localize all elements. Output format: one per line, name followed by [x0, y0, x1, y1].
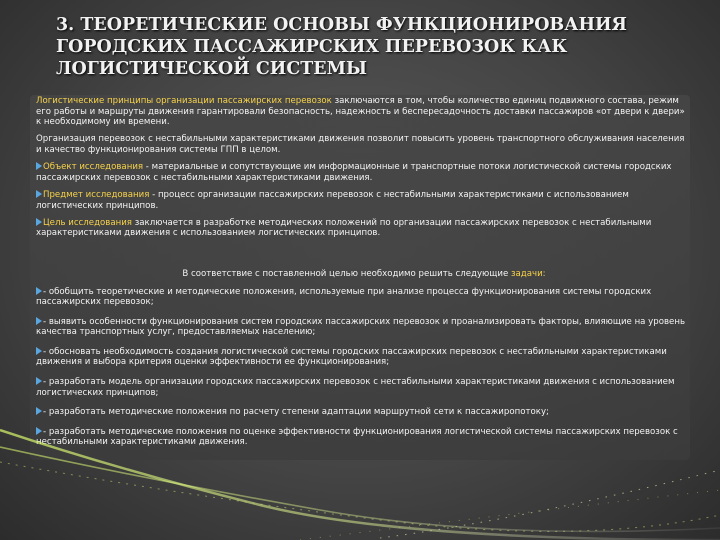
task-item [36, 287, 692, 308]
task-item [36, 377, 692, 398]
title-line-1: 3. ТЕОРЕТИЧЕСКИЕ ОСНОВЫ ФУНКЦИОНИРОВАНИЯ [56, 15, 627, 35]
subject-highlight: Предмет исследования [43, 189, 150, 200]
title-line-2: ГОРОДСКИХ ПАССАЖИРСКИХ ПЕРЕВОЗОК КАК [56, 37, 568, 57]
title-line-3: ЛОГИСТИЧЕСКОЙ СИСТЕМЫ [56, 59, 368, 79]
object-paragraph [36, 162, 692, 183]
bullet-arrow-icon [36, 317, 42, 325]
task-item [36, 317, 692, 338]
bullet-arrow-icon [36, 287, 42, 295]
tasks-intro-highlight: задачи: [510, 268, 546, 279]
organization-paragraph: Организация перевозок с нестабильными характеристиками движения позволит повысить уровень транспортного обслуживания населения и качество функционирования системы ГПП в целом. [36, 134, 685, 155]
goal-highlight: Цель исследования [43, 217, 132, 228]
subject-paragraph [36, 190, 692, 211]
bullet-arrow-icon [36, 407, 42, 415]
task-text: - разработать методические положения по расчету степени адаптации маршрутной сети к пассажиропотоку; [43, 407, 549, 418]
goal-paragraph [36, 218, 692, 239]
task-item [36, 347, 692, 368]
subject-text: - процесс организации пассажирских перевозок с нестабильными характеристиками с использованием логистических принципов. [36, 189, 629, 211]
goal-text: заключается в разработке методических положений по организации пассажирских перевозок с нестабильными характеристиками движения с использованием логистических принципов. [36, 217, 652, 239]
bullet-arrow-icon [36, 427, 42, 435]
object-highlight: Объект исследования [43, 162, 144, 173]
bullet-arrow-icon [36, 162, 42, 170]
object-text: - материальные и сопутствующие им информационные и транспортные потоки логистической системы городских пассажирских перевозок с нестабильными характеристиками движения. [36, 162, 672, 183]
intro-paragraph [36, 96, 692, 128]
task-item [36, 427, 692, 448]
bullet-arrow-icon [36, 377, 42, 385]
slide-body [36, 96, 692, 455]
task-text: - разработать методические положения по оценке эффективности функционирования логистической системы пассажирских перевозок с нестабильными характеристиками движения. [36, 426, 678, 448]
bullet-arrow-icon [36, 218, 42, 226]
task-text: - обосновать необходимость создания логистической системы городских пассажирских перевозок с нестабильными характеристиками движения и выбора критерия оценки эффективности ее функционирования; [36, 346, 667, 368]
bullet-arrow-icon [36, 347, 42, 355]
intro-text: заключаются в том, чтобы количество единиц подвижного состава, режим его работы и маршруты движения гарантировали безопасность, надежность и беспересадочность доставки пассажиров «от двери к двери» к необходимому им времени. [36, 96, 685, 128]
task-item [36, 407, 692, 418]
task-text: - выявить особенности функционирования систем городских пассажирских перевозок и проанализировать факторы, влияющие на уровень качества транспортных услуг, предоставляемых населению; [36, 316, 686, 338]
task-text: - разработать модель организации городских пассажирских перевозок с нестабильными характеристиками движения с использованием логистических принципов; [36, 377, 675, 398]
slide-title [56, 14, 696, 80]
intro-highlight: Логистические принципы организации пассажирских перевозок [36, 96, 332, 106]
bullet-arrow-icon [36, 190, 42, 198]
task-text: - обобщить теоретические и методические положения, используемые при анализе процесса функционирования системы городских пассажирских перевозок; [36, 286, 652, 308]
tasks-intro-text: В соответствие с поставленной целью необходимо решить следующие [182, 268, 511, 279]
tasks-intro [36, 269, 692, 280]
